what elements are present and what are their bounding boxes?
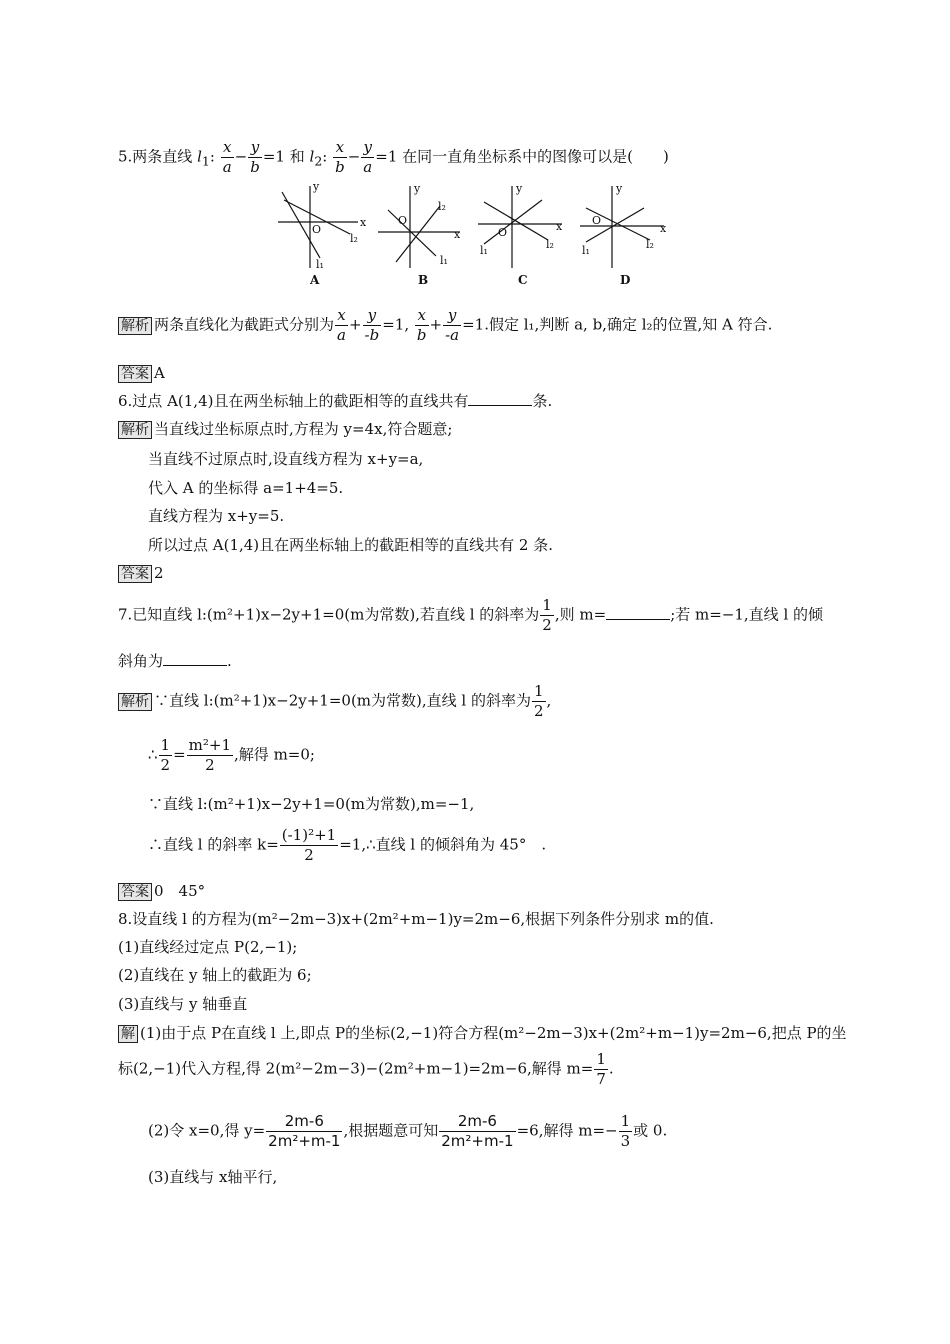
axis-y-label: y <box>516 182 523 195</box>
denominator: 2 <box>304 846 314 864</box>
numerator: x <box>333 138 347 158</box>
l2-label: l₂ <box>646 238 654 251</box>
numerator: 1 <box>596 1050 606 1068</box>
fraction <box>439 1112 515 1151</box>
text: =1, <box>382 315 410 334</box>
text: ,根据题意可知 <box>343 1121 439 1140</box>
numerator: x <box>415 306 429 326</box>
text: =6,解得 m=− <box>516 1121 618 1140</box>
denominator: a <box>337 326 346 344</box>
text: =1.假定 l₁,判断 a, b,确定 l₂的位置,知 A 符合. <box>462 315 773 334</box>
q5-answer <box>118 362 165 385</box>
q5-graph-options <box>270 180 680 290</box>
q8-solution-1b <box>118 1050 614 1089</box>
fraction <box>335 306 348 345</box>
origin-label: O <box>398 214 408 227</box>
numerator: 1 <box>542 596 552 614</box>
numerator: y <box>443 306 461 326</box>
answer-tag: 答案 <box>118 565 152 583</box>
q6-analysis-line: 代入 A 的坐标得 a=1+4=5. <box>148 479 344 497</box>
axis-y-label: y <box>616 182 623 195</box>
fraction <box>333 138 347 177</box>
text: 当直线过坐标原点时,方程为 y=4x,符合题意; <box>154 420 453 438</box>
l2-label: l₂ <box>438 200 446 213</box>
text: 或 0. <box>633 1121 668 1140</box>
denominator: 2 <box>205 756 215 774</box>
q8-solution-2 <box>148 1112 667 1151</box>
origin-label: O <box>312 223 322 236</box>
fraction <box>619 1112 633 1151</box>
text: ,解得 m=0; <box>234 745 315 764</box>
axis-x-label: x <box>360 216 367 229</box>
fraction <box>280 826 338 865</box>
denominator: 2 <box>542 616 552 634</box>
axis-y-label: y <box>414 182 421 195</box>
text: ∴ <box>148 745 158 764</box>
l1-label: l₁ <box>440 254 448 267</box>
text: ;若 m=−1,直线 l 的倾 <box>670 605 824 624</box>
denominator: b <box>335 158 345 176</box>
denominator: 2m²+m-1 <box>441 1132 514 1150</box>
denominator: 2m²+m-1 <box>268 1132 341 1150</box>
q7-analysis-1 <box>118 682 551 721</box>
denominator: 3 <box>620 1132 631 1150</box>
numerator: x <box>335 306 348 326</box>
text: (1)由于点 P在直线 l 上,即点 P的坐标(2,−1)符合方程(m²−2m−3)x+(2m²+m−1)y=2m−6,把点 P的坐 <box>140 1024 847 1042</box>
text: . <box>608 1059 614 1078</box>
q7-analysis-4 <box>148 826 546 865</box>
fraction <box>594 1050 608 1089</box>
text: l <box>309 147 315 166</box>
fraction <box>363 306 382 345</box>
numerator: y <box>248 138 262 158</box>
answer-blank[interactable] <box>163 651 227 666</box>
axis-x-label: x <box>454 228 461 241</box>
text: + <box>429 315 443 334</box>
l1-label: l₁ <box>480 244 488 257</box>
numerator: y <box>363 306 382 326</box>
q8-solution-1a <box>118 1022 847 1045</box>
denominator: a <box>363 158 373 176</box>
q7-stem-cont <box>118 650 232 672</box>
text: 7.已知直线 l:(m²+1)x−2y+1=0(m为常数),若直线 l 的斜率为 <box>118 605 540 624</box>
axis-x-label: x <box>660 222 667 235</box>
fraction <box>540 596 554 635</box>
fraction <box>187 736 233 775</box>
option-label-d: D <box>620 273 631 287</box>
numerator: y <box>361 138 374 158</box>
answer-blank[interactable] <box>606 605 670 620</box>
q6-analysis-line <box>118 418 452 441</box>
denominator: -a <box>445 326 460 344</box>
analysis-tag: 解析 <box>118 693 152 711</box>
q7-analysis-3: ∵直线 l:(m²+1)x−2y+1=0(m为常数),m=−1, <box>148 795 475 813</box>
fraction <box>159 736 173 775</box>
text: 5.两条直线 <box>118 147 198 166</box>
text: =1 和 <box>262 147 310 166</box>
denominator: 2 <box>533 702 544 720</box>
analysis-tag: 解析 <box>118 317 152 335</box>
denominator: b <box>250 158 260 176</box>
text: − <box>234 147 248 166</box>
q5-stem <box>118 138 669 177</box>
l1-label: l₁ <box>316 258 324 271</box>
q8-condition-3: (3)直线与 y 轴垂直 <box>118 995 248 1013</box>
text: =1 在同一直角坐标系中的图像可以是( ) <box>375 147 669 166</box>
origin-label: O <box>592 214 602 227</box>
answer-value: A <box>154 364 165 382</box>
text: + <box>348 315 362 334</box>
text: ,则 m= <box>554 605 607 624</box>
numerator: x <box>221 138 234 158</box>
text: : <box>322 147 328 166</box>
answer-tag: 答案 <box>118 883 152 901</box>
text: l <box>197 147 202 166</box>
q7-analysis-2 <box>148 736 315 775</box>
line-l1 <box>388 210 436 256</box>
option-label-c: C <box>518 273 528 287</box>
answer-tag: 答案 <box>118 365 152 383</box>
fraction <box>532 682 546 721</box>
text: 2 <box>314 153 323 169</box>
text: − <box>347 147 361 166</box>
numerator: 2m-6 <box>266 1112 342 1132</box>
numerator: 2m-6 <box>439 1112 515 1132</box>
denominator: 7 <box>596 1070 606 1088</box>
l1-label: l₁ <box>582 244 590 257</box>
fraction <box>443 306 461 345</box>
fraction <box>221 138 234 177</box>
numerator: 1 <box>160 736 171 754</box>
fraction <box>266 1112 342 1151</box>
denominator: a <box>222 158 232 176</box>
text: = <box>173 745 186 764</box>
q8-stem: 8.设直线 l 的方程为(m²−2m−3)x+(2m²+m−1)y=2m−6,根据下列条件分别求 m的值. <box>118 910 714 928</box>
q6-analysis-line: 所以过点 A(1,4)且在两坐标轴上的截距相等的直线共有 2 条. <box>148 536 554 554</box>
numerator: (-1)²+1 <box>281 826 337 844</box>
q6-stem <box>118 390 552 412</box>
text: ∵直线 l:(m²+1)x−2y+1=0(m为常数),直线 l 的斜率为 <box>154 691 531 710</box>
fraction <box>415 306 429 345</box>
denominator: -b <box>364 326 380 344</box>
text: 条. <box>532 392 553 410</box>
answer-blank[interactable] <box>468 391 532 406</box>
text: 标(2,−1)代入方程,得 2(m²−2m−3)−(2m²+m−1)=2m−6,解得 m= <box>118 1059 594 1078</box>
numerator: 1 <box>620 1112 631 1130</box>
axis-x-label: x <box>556 220 563 233</box>
q8-condition-2: (2)直线在 y 轴上的截距为 6; <box>118 966 312 984</box>
numerator: 1 <box>533 682 544 700</box>
answer-value: 0 45° <box>154 882 206 900</box>
q6-analysis-line: 直线方程为 x+y=5. <box>148 507 285 525</box>
q8-solution-3: (3)直线与 x轴平行, <box>148 1168 278 1186</box>
text: ∴直线 l 的斜率 k= <box>148 835 279 854</box>
q6-answer <box>118 562 164 585</box>
text: (2)令 x=0,得 y= <box>148 1121 266 1140</box>
denominator: 2 <box>160 756 171 774</box>
option-label-a: A <box>310 273 320 287</box>
q7-stem <box>118 596 823 635</box>
option-label-b: B <box>418 273 429 287</box>
axis-y-label: y <box>313 180 320 193</box>
fraction <box>248 138 262 177</box>
text: . <box>227 652 232 670</box>
q6-analysis-line: 当直线不过原点时,设直线方程为 x+y=a, <box>148 450 424 468</box>
text: 斜角为 <box>118 652 164 670</box>
option-c-graph <box>478 186 562 268</box>
numerator: m²+1 <box>188 736 232 754</box>
text: 两条直线化为截距式分别为 <box>154 315 335 334</box>
q5-analysis <box>118 306 772 345</box>
q7-answer <box>118 880 205 903</box>
text: 6.过点 A(1,4)且在两坐标轴上的截距相等的直线共有 <box>118 392 469 410</box>
l2-label: l₂ <box>546 238 554 251</box>
solution-tag: 解 <box>118 1025 138 1043</box>
denominator: b <box>416 326 427 344</box>
analysis-tag: 解析 <box>118 421 152 439</box>
q8-condition-1: (1)直线经过定点 P(2,−1); <box>118 938 298 956</box>
text: , <box>546 691 552 710</box>
l2-label: l₂ <box>350 232 358 245</box>
answer-value: 2 <box>154 564 164 582</box>
text: : <box>209 147 215 166</box>
line-l2 <box>484 202 548 240</box>
text: =1,∴直线 l 的倾斜角为 45° . <box>339 835 547 854</box>
origin-label: O <box>498 226 508 239</box>
option-d-graph <box>580 186 664 268</box>
fraction <box>361 138 374 177</box>
text: 1 <box>201 153 210 169</box>
